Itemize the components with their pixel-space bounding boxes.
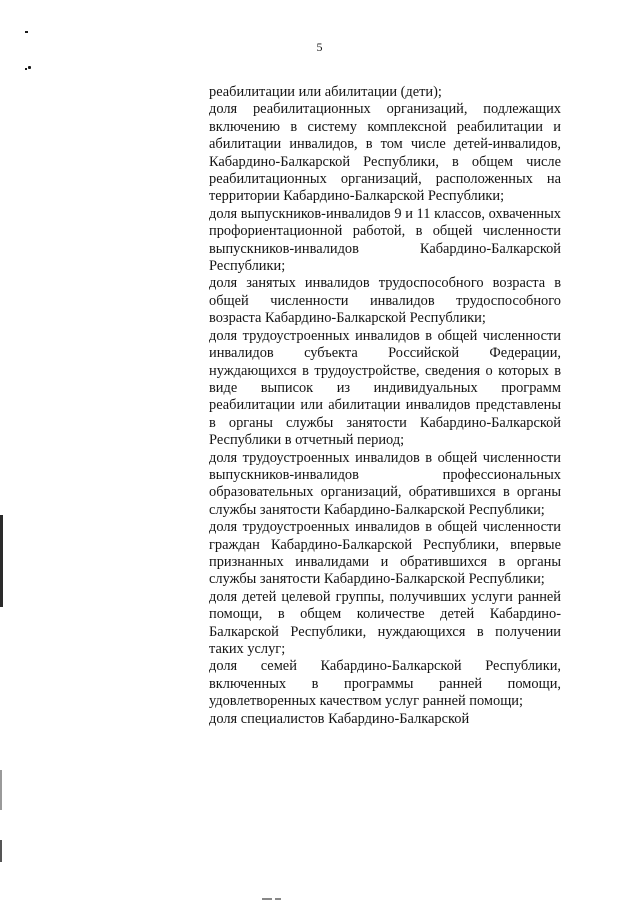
scan-artifact-edge bbox=[0, 840, 2, 862]
paragraph: доля трудоустроенных инвалидов в общей численности инвалидов субъекта Российской Федерации, нуждающихся в трудоустройстве, сведения о которых в виде выписок из индивидуальных программ реабилитации или абилитации инвалидов представлены в органы службы занятости Кабардино-Балкарской Республики в отчетный период; bbox=[209, 327, 561, 449]
scan-artifact-dot bbox=[25, 31, 28, 33]
paragraph: доля трудоустроенных инвалидов в общей численности выпускников-инвалидов профессиональных образовательных организаций, обратившихся в органы службы занятости Кабардино-Балкарской Республики; bbox=[209, 449, 561, 518]
scan-artifact-bottom bbox=[275, 898, 281, 900]
paragraph: доля специалистов Кабардино-Балкарской bbox=[209, 710, 470, 727]
scan-artifact-dot bbox=[25, 68, 27, 70]
scan-artifact-edge bbox=[0, 770, 2, 810]
paragraph: доля выпускников-инвалидов 9 и 11 классов, охваченных профориентационной работой, в общей численности выпускников-инвалидов Кабардино-Балкарской Республики; bbox=[209, 205, 561, 275]
document-body bbox=[209, 84, 561, 728]
scan-artifact-bottom bbox=[262, 898, 272, 900]
paragraph: реабилитации или абилитации (дети); bbox=[209, 84, 442, 100]
page-number: 5 bbox=[316, 40, 323, 54]
paragraph: доля семей Кабардино-Балкарской Республики, включенных в программы ранней помощи, удовлетворенных качеством услуг ранней помощи; bbox=[209, 658, 561, 710]
paragraph: доля детей целевой группы, получивших услуги ранней помощи, в общем количестве детей Кабардино-Балкарской Республики, нуждающихся в получении таких услуг; bbox=[209, 588, 561, 657]
paragraph: доля занятых инвалидов трудоспособного возраста в общей численности инвалидов трудоспособного возраста Кабардино-Балкарской Республики; bbox=[209, 275, 561, 327]
paragraph: доля трудоустроенных инвалидов в общей численности граждан Кабардино-Балкарской Республики, впервые признанных инвалидами и обратившихся в органы службы занятости Кабардино-Балкарской Республики; bbox=[209, 519, 561, 588]
scan-artifact-edge bbox=[0, 515, 3, 607]
scan-artifact-dot bbox=[28, 66, 31, 69]
paragraph: доля реабилитационных организаций, подлежащих включению в систему комплексной реабилитации и абилитации инвалидов, в том числе детей-инвалидов, Кабардино-Балкарской Республики, в общем числе реабилитационных организаций, расположенных на территории Кабардино-Балкарской Республики; bbox=[209, 101, 561, 205]
